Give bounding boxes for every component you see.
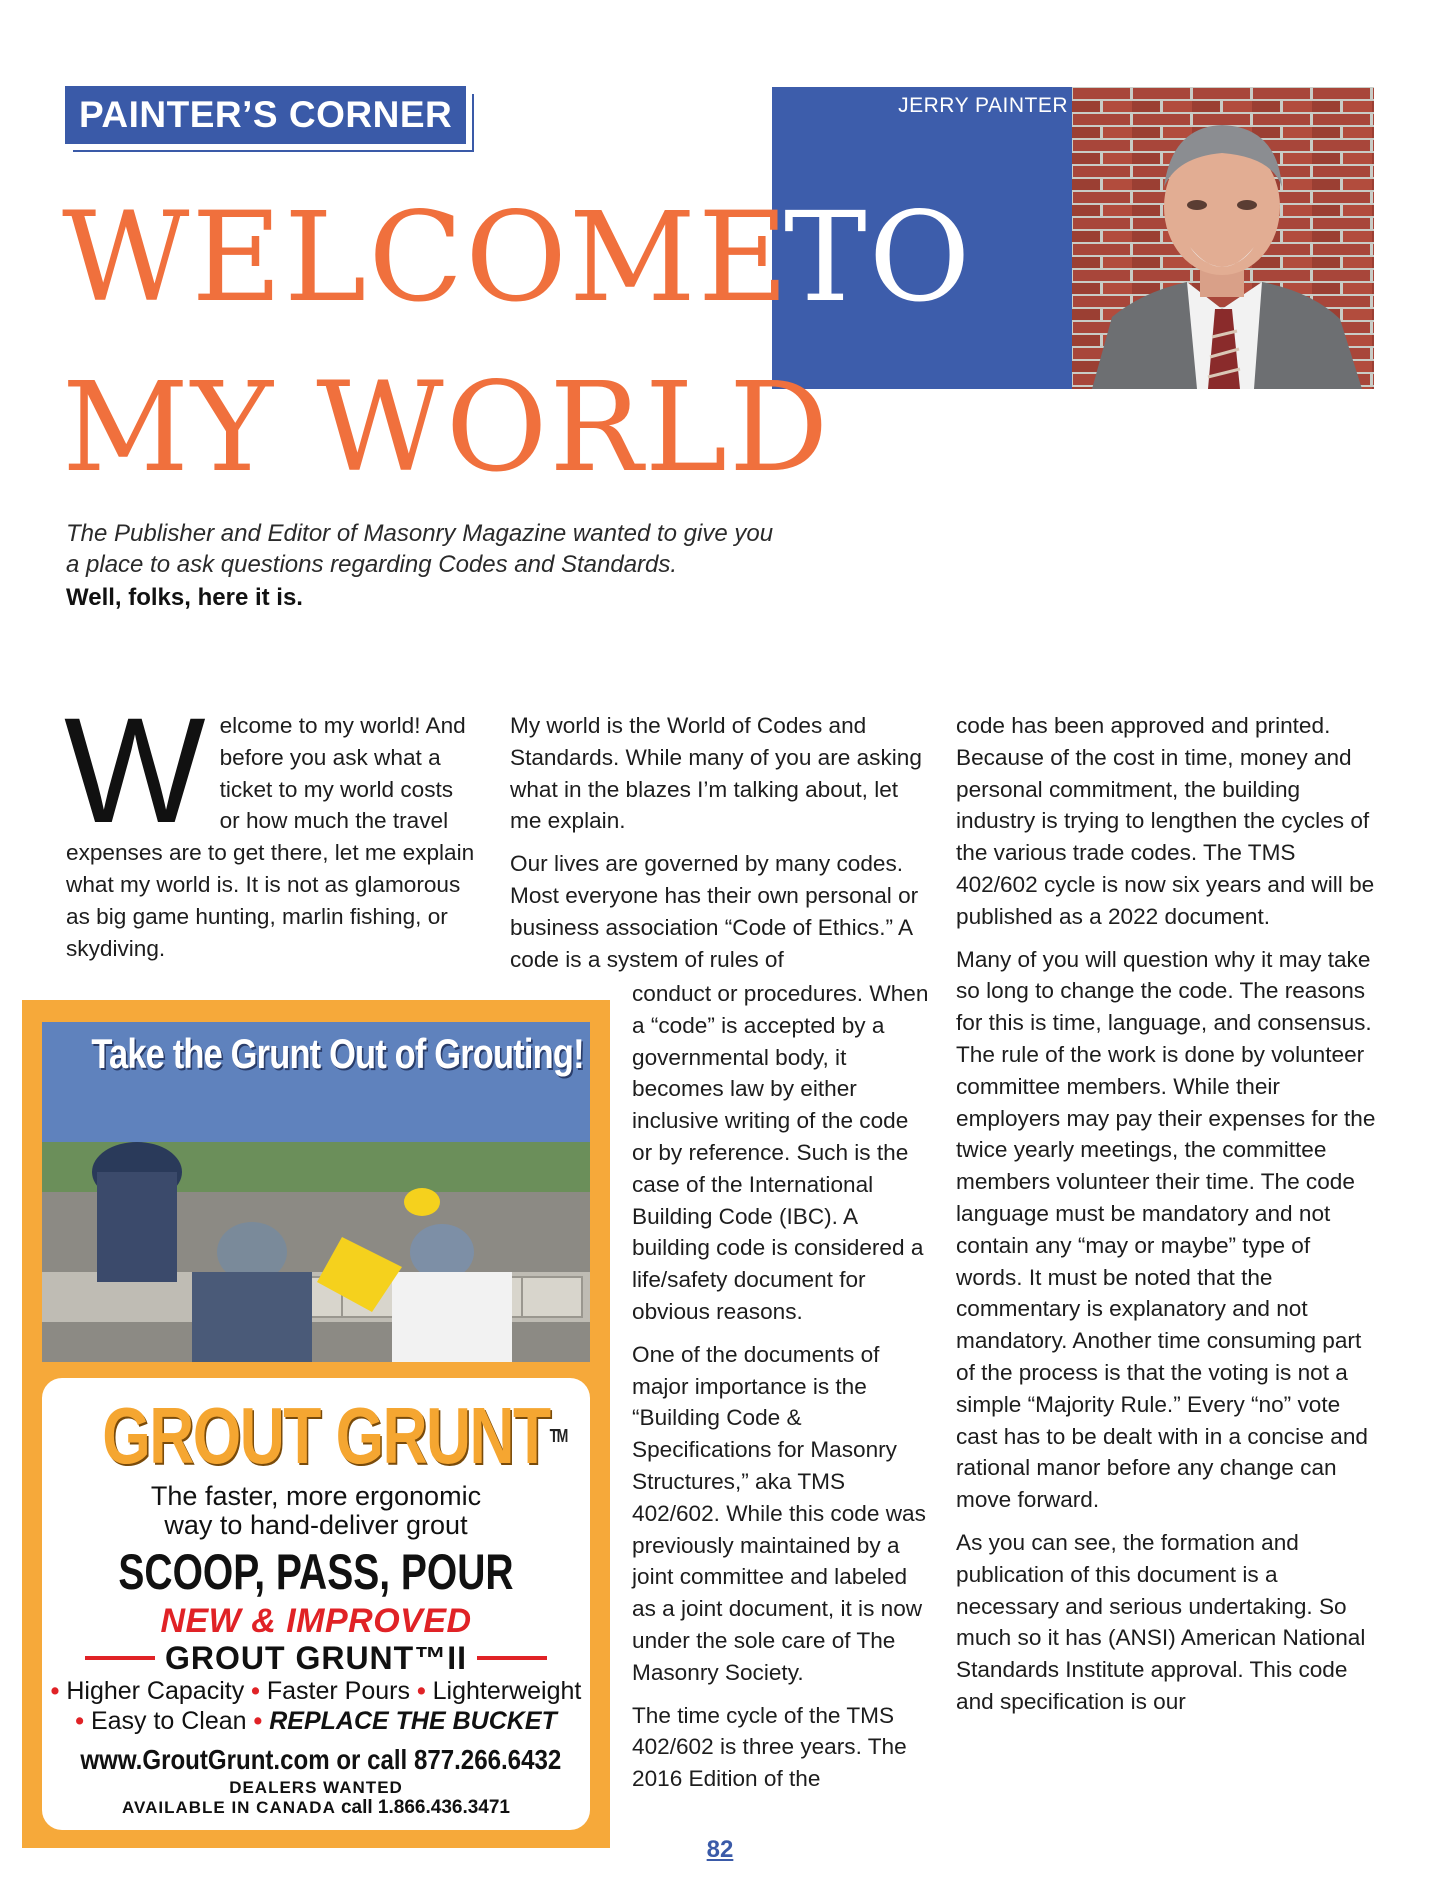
ad-slogan: SCOOP, PASS, POUR xyxy=(118,1544,514,1600)
intro-block xyxy=(66,518,786,613)
article-paragraph: code has been approved and printed. Because of the cost in time, money and personal commitment, the building industry is trying to lengthen the cycles of the various trade codes. The TMS 402/602 cycle is now six years and will be published as a 2022 document. xyxy=(956,713,1375,929)
article-paragraph: The time cycle of the TMS 402/602 is three years. The 2016 Edition of the xyxy=(632,1702,907,1792)
article-paragraph: conduct or procedures. When a “code” is accepted by a governmental body, it becomes law by either inclusive writing of the code or by reference. Such is the case of the International Building Code (IBC). A building code is considered a life/safety document for obvious reasons. xyxy=(632,981,929,1324)
intro-tagline: Well, folks, here it is. xyxy=(66,584,303,611)
article-paragraph: As you can see, the formation and publication of this document is a necessary and serious undertaking. So much so it has (ANSI) American National Standards Institute approval. This code and specification is our xyxy=(956,1529,1366,1714)
article-column-2-continued xyxy=(632,978,932,1806)
ad-info-panel xyxy=(42,1378,590,1830)
article-column-1 xyxy=(64,686,476,975)
article-column-3 xyxy=(956,710,1376,1729)
ad-tagline: The faster, more ergonomic way to hand-deliver grout xyxy=(150,1481,482,1540)
author-name: JERRY PAINTER xyxy=(898,94,1068,117)
ad-model-name: GROUT GRUNT™II xyxy=(165,1640,467,1676)
drop-cap: W xyxy=(64,686,206,854)
section-label: PAINTER’S CORNER xyxy=(65,86,466,144)
article-paragraph: elcome to my world! And before you ask what a ticket to my world costs or how much the travel expenses are to get there, let me explain what my world is. It is not as glamorous as big game hunting, marlin fishing, or skydiving. xyxy=(66,713,475,961)
page-number[interactable]: 82 xyxy=(706,1836,734,1863)
ad-contact-link[interactable]: www.GroutGrunt.com or call 877.266.6432 xyxy=(80,1744,562,1775)
article-column-2 xyxy=(510,710,930,986)
ad-rule-left xyxy=(85,1656,155,1660)
ad-model-row xyxy=(42,1640,590,1676)
ad-new-label: NEW & IMPROVED xyxy=(160,1602,472,1640)
advertisement[interactable] xyxy=(22,1000,610,1848)
article-paragraph: Our lives are governed by many codes. Most everyone has their own personal or business association “Code of Ethics.” A code is a system of rules of xyxy=(510,851,919,972)
ad-rule-right xyxy=(477,1656,547,1660)
author-photo xyxy=(1072,87,1374,389)
trademark-mark: TM xyxy=(549,1426,567,1446)
ad-canada-availability: AVAILABLE IN CANADA call 1.866.436.3471 xyxy=(121,1797,510,1818)
ad-features-line-2: • Easy to Clean • REPLACE THE BUCKET xyxy=(75,1707,557,1735)
article-paragraph: Many of you will question why it may take so long to change the code. The reasons for this is time, language, and consensus. The rule of the work is done by volunteer committee members. While their employers may pay their expenses for the twice yearly meetings, the committee members volunteer their time. The code language must be mandatory and not contain any “may or maybe” type of words. It must be noted that the commentary is explanatory and not mandatory. Another time consuming part of the process is that the voting is not a simple “Majority Rule.” Every “no” vote cast has to be dealt with in a concise and rational manor before any change can move forward. xyxy=(956,946,1376,1513)
headline-to: TO xyxy=(784,186,973,330)
intro-text: The Publisher and Editor of Masonry Magazine wanted to give you a place to ask questions regarding Codes and Standards. xyxy=(66,520,774,578)
ad-headline: Take the Grunt Out of Grouting! xyxy=(91,1030,584,1077)
ad-features-line-1: • Higher Capacity • Faster Pours • Lighterweight xyxy=(50,1677,582,1705)
headline-welcome: WELCOME xyxy=(62,186,791,330)
ad-dealers-wanted: DEALERS WANTED xyxy=(229,1778,403,1797)
ad-brand-logo: GROUT GRUNT™ xyxy=(102,1391,567,1480)
headline-my-world: MY WORLD xyxy=(62,356,831,500)
article-paragraph: My world is the World of Codes and Standards. While many of you are asking what in the blazes I’m talking about, let me explain. xyxy=(510,713,922,834)
article-paragraph: One of the documents of major importance is the “Building Code & Specifications for Masonry Structures,” aka TMS 402/602. While this code was previously maintained by a joint committee and labeled as a joint document, it is now under the sole care of The Masonry Society. xyxy=(632,1341,926,1685)
